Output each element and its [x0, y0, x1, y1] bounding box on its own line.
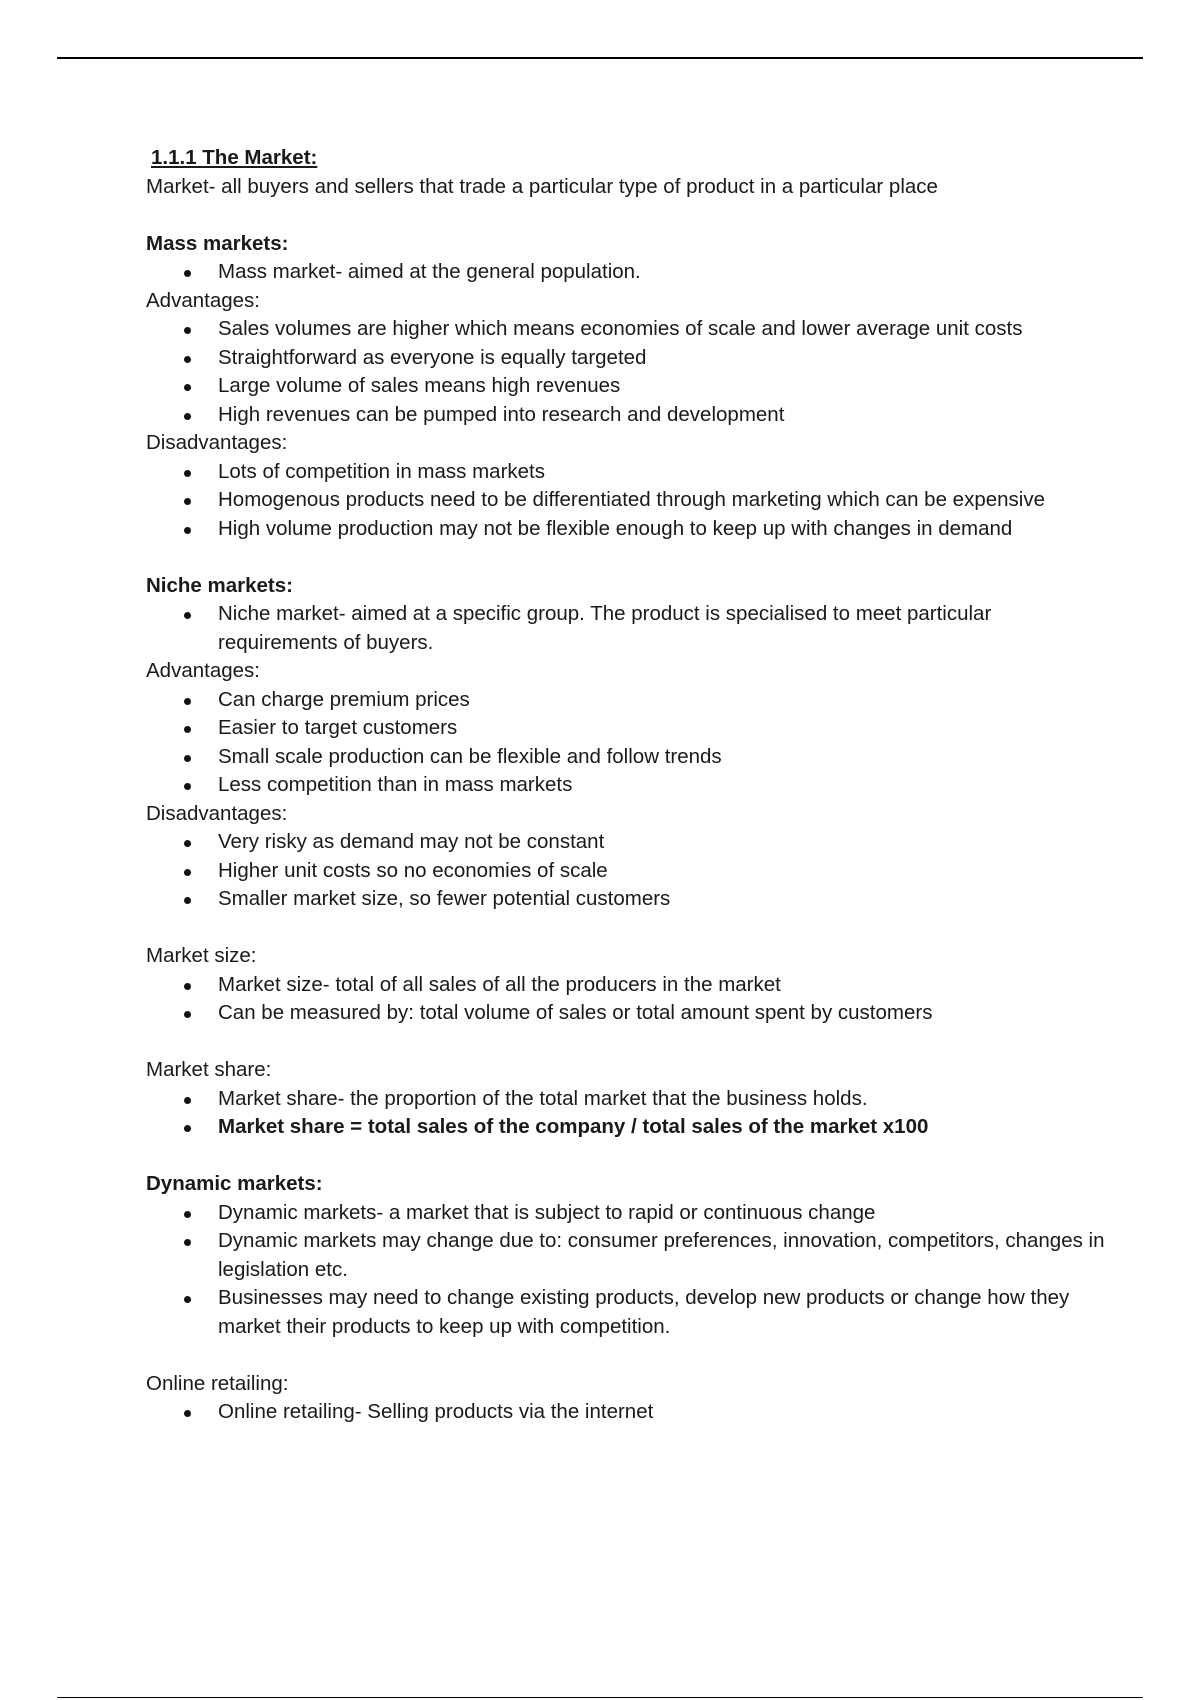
market-share-heading: Market share:	[146, 1058, 272, 1081]
mass-advantages-list	[146, 315, 1106, 429]
niche-disadvantages-list	[146, 828, 1106, 914]
document-body	[146, 144, 1106, 1427]
list-item: Very risky as demand may not be constant	[218, 828, 1106, 857]
niche-advantages-list	[146, 686, 1106, 800]
footer-rule	[57, 1697, 1143, 1698]
market-size-heading: Market size:	[146, 944, 257, 967]
niche-markets-heading: Niche markets:	[146, 573, 293, 597]
dynamic-markets-list	[146, 1199, 1106, 1342]
market-share-formula: Market share = total sales of the company / total sales of the market x100	[218, 1113, 1106, 1142]
list-item: Straightforward as everyone is equally targeted	[218, 344, 1106, 373]
list-item: Smaller market size, so fewer potential customers	[218, 885, 1106, 914]
list-item: Can charge premium prices	[218, 686, 1106, 715]
list-item: Homogenous products need to be differentiated through marketing which can be expensive	[218, 486, 1106, 515]
list-item: Easier to target customers	[218, 714, 1106, 743]
mass-markets-heading: Mass markets:	[146, 231, 289, 255]
list-item: Market size- total of all sales of all the producers in the market	[218, 971, 1106, 1000]
mass-advantages-label: Advantages:	[146, 288, 260, 312]
mass-disadvantages-label: Disadvantages:	[146, 431, 288, 454]
list-item: Sales volumes are higher which means economies of scale and lower average unit costs	[218, 315, 1106, 344]
list-item: Dynamic markets may change due to: consumer preferences, innovation, competitors, changes in legislation etc.	[218, 1227, 1106, 1284]
mass-disadvantages-list	[146, 458, 1106, 544]
list-item: Online retailing- Selling products via the internet	[218, 1398, 1106, 1427]
niche-definition-list	[146, 600, 1106, 657]
list-item: Can be measured by: total volume of sales or total amount spent by customers	[218, 999, 1106, 1028]
dynamic-markets-heading: Dynamic markets:	[146, 1172, 323, 1195]
mass-definition-list	[146, 258, 1106, 287]
list-item: Niche market- aimed at a specific group. The product is specialised to meet particular requirements of buyers.	[218, 600, 1106, 657]
list-item: Businesses may need to change existing products, develop new products or change how they market their products to keep up with competition.	[218, 1284, 1106, 1341]
list-item: Market share- the proportion of the total market that the business holds.	[218, 1085, 1106, 1114]
market-size-list	[146, 971, 1106, 1028]
list-item: Large volume of sales means high revenues	[218, 372, 1106, 401]
niche-disadvantages-label: Disadvantages:	[146, 801, 288, 825]
page-title: 1.1.1 The Market:	[151, 146, 318, 169]
market-share-list	[146, 1085, 1106, 1142]
intro-text: Market- all buyers and sellers that trade a particular type of product in a particular place	[146, 174, 938, 198]
online-retailing-heading: Online retailing:	[146, 1371, 289, 1395]
list-item: High revenues can be pumped into research and development	[218, 401, 1106, 430]
list-item: Mass market- aimed at the general population.	[218, 258, 1106, 287]
list-item: Lots of competition in mass markets	[218, 458, 1106, 487]
header-rule	[57, 57, 1143, 59]
list-item: Dynamic markets- a market that is subject to rapid or continuous change	[218, 1199, 1106, 1228]
online-retailing-list	[146, 1398, 1106, 1427]
list-item: Small scale production can be flexible and follow trends	[218, 743, 1106, 772]
list-item: Higher unit costs so no economies of scale	[218, 857, 1106, 886]
list-item: Less competition than in mass markets	[218, 771, 1106, 800]
niche-advantages-label: Advantages:	[146, 659, 260, 682]
list-item: High volume production may not be flexible enough to keep up with changes in demand	[218, 515, 1106, 544]
